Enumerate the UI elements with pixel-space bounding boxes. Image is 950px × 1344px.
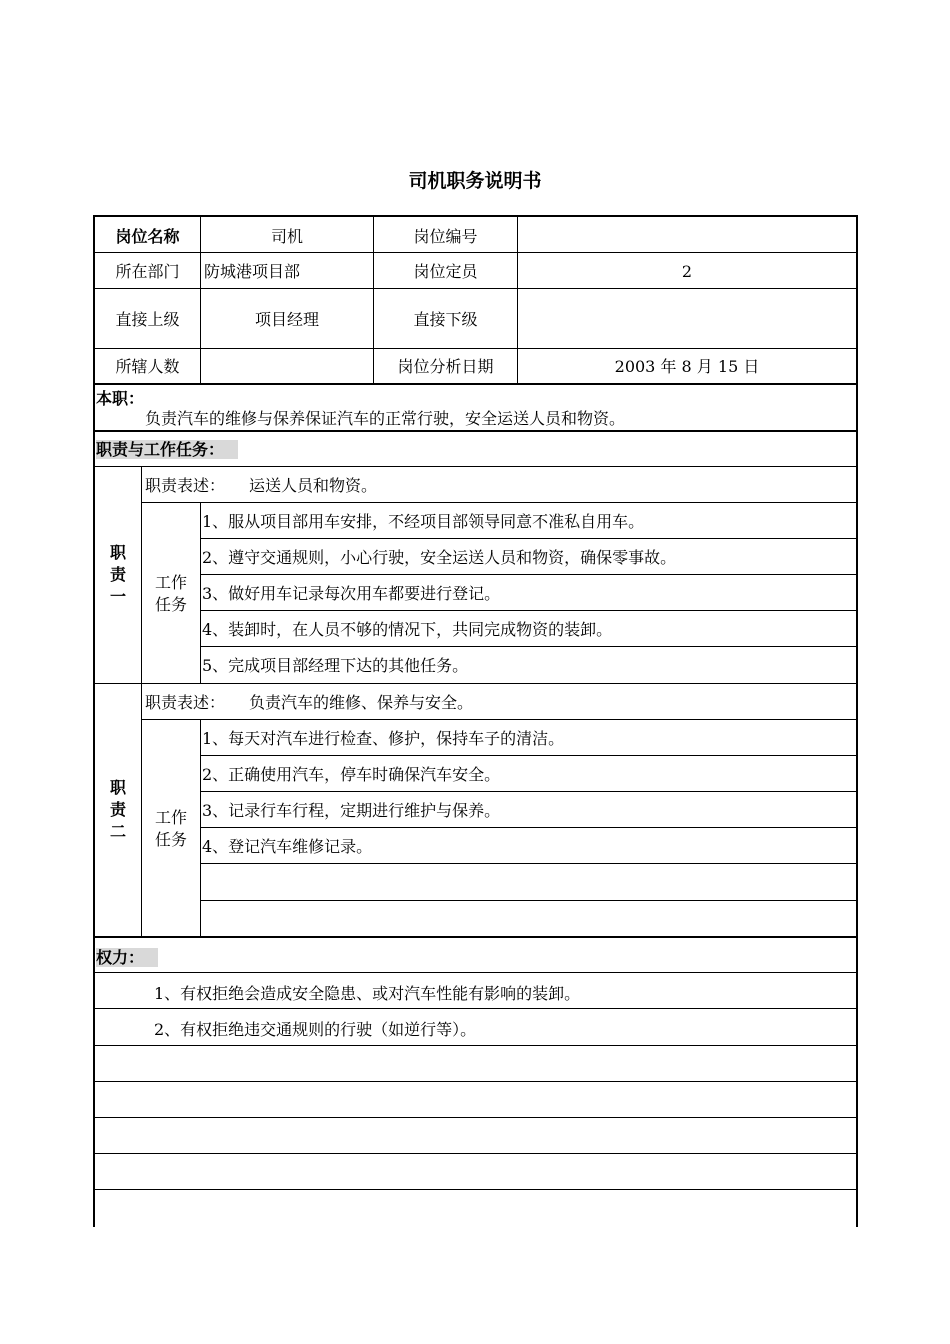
column-divider bbox=[141, 466, 142, 936]
duty-one-task: 2、遵守交通规则，小心行驶，安全运送人员和物资，确保零事故。 bbox=[202, 548, 677, 567]
duty-two-task: 4、登记汽车维修记录。 bbox=[202, 837, 373, 856]
section-divider bbox=[93, 430, 858, 432]
duty-one-tasks-label: 工作任务 bbox=[154, 573, 187, 614]
duty-one-task: 1、服从项目部用车安排，不经项目部领导同意不准私自用车。 bbox=[202, 512, 645, 531]
duty-two-task: 3、记录行车行程，定期进行维护与保养。 bbox=[202, 801, 501, 820]
duty-one-task: 3、做好用车记录每次用车都要进行登记。 bbox=[202, 584, 501, 603]
primary-duty-text: 负责汽车的维修与保养保证汽车的正常行驶，安全运送人员和物资。 bbox=[145, 409, 626, 428]
duty-two-tasks-label: 工作任务 bbox=[154, 808, 187, 849]
duty-one-task: 5、完成项目部经理下达的其他任务。 bbox=[202, 656, 469, 675]
row-divider bbox=[93, 1045, 858, 1046]
column-divider bbox=[200, 719, 201, 936]
duty-one-task: 4、装卸时，在人员不够的情况下，共同完成物资的装卸。 bbox=[202, 620, 613, 639]
duty-one-statement: 运送人员和物资。 bbox=[249, 476, 378, 495]
row-divider bbox=[93, 466, 858, 467]
row-divider bbox=[200, 791, 858, 792]
section-divider bbox=[93, 383, 858, 385]
position-name-label: 岗位名称 bbox=[115, 227, 180, 246]
duties-section-label: 职责与工作任务： bbox=[96, 440, 238, 459]
duty-two-label: 职责二 bbox=[109, 778, 126, 841]
row-divider bbox=[93, 972, 858, 973]
authority-item: 1、有权拒绝会造成安全隐患、或对汽车性能有影响的装卸。 bbox=[154, 984, 581, 1003]
row-divider bbox=[93, 1189, 858, 1190]
section-divider bbox=[93, 936, 858, 938]
row-divider bbox=[93, 1153, 858, 1154]
headcount-value: 2 bbox=[681, 262, 693, 281]
authority-label: 权力： bbox=[96, 948, 158, 967]
column-divider bbox=[200, 502, 201, 683]
row-divider bbox=[200, 538, 858, 539]
row-divider bbox=[200, 755, 858, 756]
analysis-date-value: 2003 年 8 月 15 日 bbox=[614, 357, 760, 376]
authority-item: 2、有权拒绝违交通规则的行驶（如逆行等）。 bbox=[154, 1020, 477, 1039]
row-divider bbox=[200, 610, 858, 611]
subordinate-label: 直接下级 bbox=[413, 310, 478, 329]
duty-two-statement-label: 职责表述： bbox=[145, 693, 226, 712]
position-code-label: 岗位编号 bbox=[413, 227, 478, 246]
row-divider bbox=[200, 863, 858, 864]
superior-value: 项目经理 bbox=[254, 310, 319, 329]
row-divider bbox=[200, 574, 858, 575]
superior-label: 直接上级 bbox=[115, 310, 180, 329]
position-name-value: 司机 bbox=[270, 227, 303, 246]
row-divider bbox=[93, 1008, 858, 1009]
duty-two-task: 2、正确使用汽车，停车时确保汽车安全。 bbox=[202, 765, 501, 784]
duty-one-label: 职责一 bbox=[109, 543, 126, 606]
row-divider bbox=[93, 288, 858, 289]
row-divider bbox=[93, 1081, 858, 1082]
analysis-date-label: 岗位分析日期 bbox=[397, 357, 494, 376]
document-title: 司机职务说明书 bbox=[408, 170, 542, 192]
department-label: 所在部门 bbox=[115, 262, 180, 281]
row-divider bbox=[93, 683, 858, 684]
row-divider bbox=[93, 252, 858, 253]
row-divider bbox=[141, 502, 858, 503]
row-divider bbox=[200, 900, 858, 901]
primary-duty-label: 本职： bbox=[96, 389, 145, 408]
row-divider bbox=[141, 719, 858, 720]
duty-two-task: 1、每天对汽车进行检查、修护，保持车子的清洁。 bbox=[202, 729, 565, 748]
row-divider bbox=[93, 1117, 858, 1118]
row-divider bbox=[93, 348, 858, 349]
department-value: 防城港项目部 bbox=[204, 262, 301, 281]
row-divider bbox=[200, 827, 858, 828]
duty-two-statement: 负责汽车的维修、保养与安全。 bbox=[249, 693, 474, 712]
managed-count-label: 所辖人数 bbox=[115, 357, 180, 376]
headcount-label: 岗位定员 bbox=[413, 262, 478, 281]
row-divider bbox=[200, 646, 858, 647]
duty-one-statement-label: 职责表述： bbox=[145, 476, 226, 495]
